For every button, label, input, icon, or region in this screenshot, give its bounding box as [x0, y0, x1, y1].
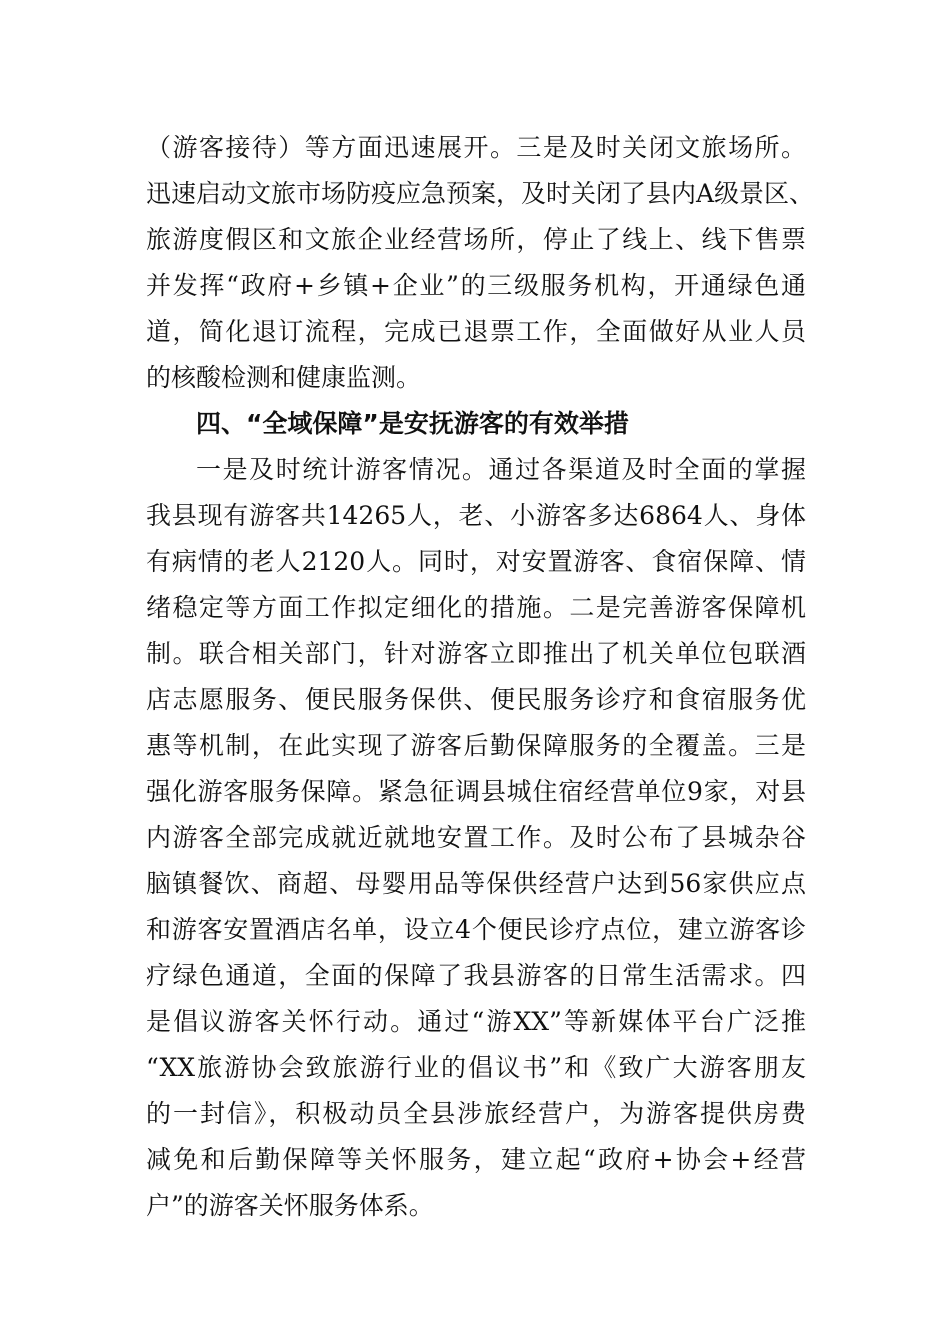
paragraph-line: 是倡议游客关怀行动。通过“游XX”等新媒体平台广泛推: [146, 1007, 806, 1036]
paragraph-line: 脑镇餐饮、商超、母婴用品等保供经营户达到56家供应点: [146, 869, 806, 898]
paragraph-line: 旅游度假区和文旅企业经营场所，停止了线上、线下售票: [146, 225, 806, 254]
paragraph-line: 我县现有游客共14265人，老、小游客多达6864人、身体: [146, 501, 806, 530]
paragraph-line: 绪稳定等方面工作拟定细化的措施。二是完善游客保障机: [146, 593, 806, 622]
paragraph-line: 内游客全部完成就近就地安置工作。及时公布了县城杂谷: [146, 823, 806, 852]
paragraph-line: 道，简化退订流程，完成已退票工作，全面做好从业人员: [146, 317, 806, 346]
paragraph-line: 和游客安置酒店名单，设立4个便民诊疗点位，建立游客诊: [146, 915, 806, 944]
paragraph-line: “XX旅游协会致旅游行业的倡议书”和《致广大游客朋友: [146, 1053, 806, 1082]
paragraph-line: 的一封信》，积极动员全县涉旅经营户，为游客提供房费: [146, 1099, 806, 1128]
document-body: [146, 125, 815, 1229]
paragraph-line: 强化游客服务保障。紧急征调县城住宿经营单位9家，对县: [146, 777, 806, 806]
paragraph-line: 并发挥“政府+乡镇+企业”的三级服务机构，开通绿色通: [146, 271, 806, 300]
paragraph-line: 惠等机制，在此实现了游客后勤保障服务的全覆盖。三是: [146, 731, 806, 760]
paragraph-line: 有病情的老人2120人。同时，对安置游客、食宿保障、情: [146, 547, 806, 576]
paragraph-line: 店志愿服务、便民服务保供、便民服务诊疗和食宿服务优: [146, 685, 806, 714]
paragraph-line: 一是及时统计游客情况。通过各渠道及时全面的掌握: [196, 455, 806, 484]
paragraph-line: 减免和后勤保障等关怀服务，建立起“政府+协会+经营: [146, 1145, 806, 1174]
paragraph-line: 迅速启动文旅市场防疫应急预案，及时关闭了县内A级景区、: [146, 179, 815, 208]
paragraph-line: 户”的游客关怀服务体系。: [146, 1191, 434, 1220]
section-heading: 四、“全域保障”是安抚游客的有效举措: [196, 409, 629, 438]
paragraph-line: 疗绿色通道，全面的保障了我县游客的日常生活需求。四: [146, 961, 806, 990]
paragraph-line: 的核酸检测和健康监测。: [146, 363, 422, 392]
paragraph-line: （游客接待）等方面迅速展开。三是及时关闭文旅场所。: [146, 133, 806, 162]
paragraph-line: 制。联合相关部门，针对游客立即推出了机关单位包联酒: [146, 639, 806, 668]
